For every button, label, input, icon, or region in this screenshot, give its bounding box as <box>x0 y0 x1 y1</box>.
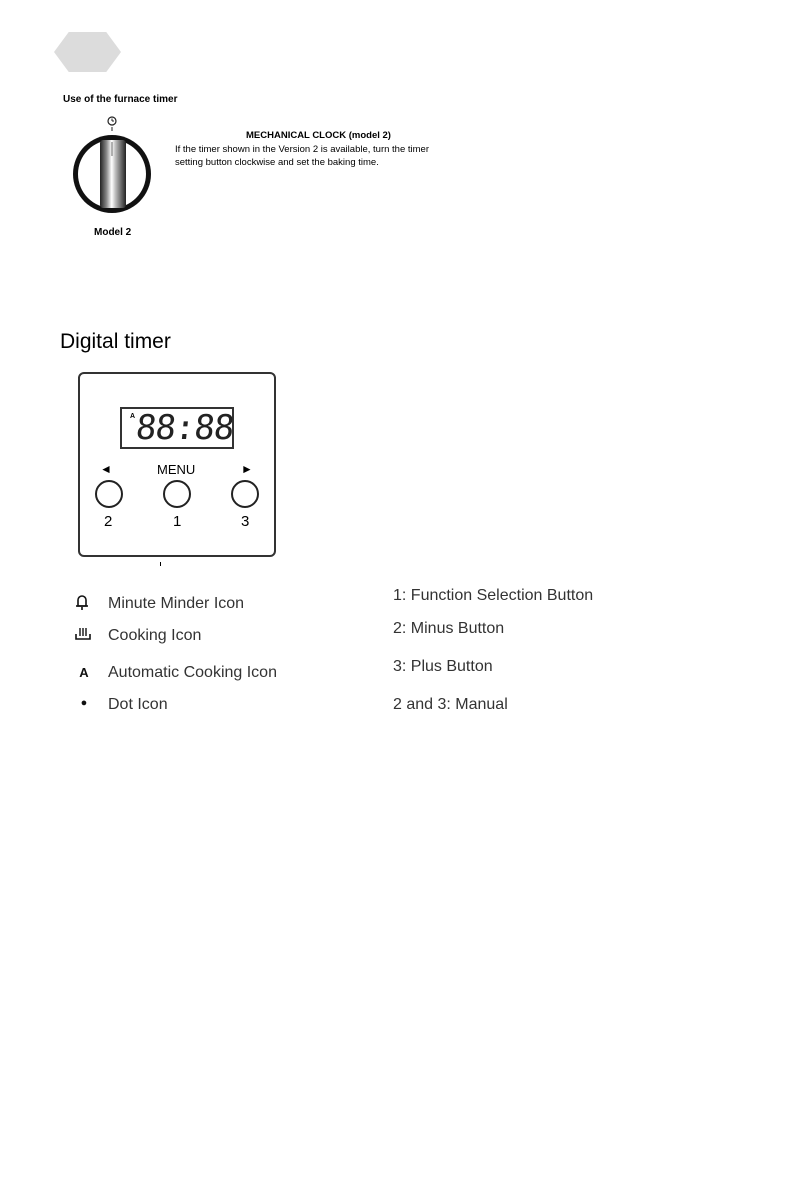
timer-knob-illustration <box>68 112 156 218</box>
right-arrow-icon: ► <box>241 462 253 476</box>
automatic-icon: A <box>79 665 89 680</box>
menu-label: MENU <box>157 462 196 477</box>
minus-button[interactable] <box>95 480 123 508</box>
lcd-auto-indicator: A <box>130 413 136 420</box>
legend-dot: Dot Icon <box>108 696 168 713</box>
legend-button-manual: 2 and 3: Manual <box>393 696 508 713</box>
model-label: Model 2 <box>94 227 132 238</box>
menu-button[interactable] <box>163 480 191 508</box>
mechanical-clock-text: If the timer shown in the Version 2 is available, turn the timer setting button clockwise and set the baking time. <box>175 144 429 168</box>
legend-automatic-cooking: Automatic Cooking Icon <box>108 664 277 681</box>
button-number-1: 1 <box>173 513 182 530</box>
section-badge <box>54 32 121 72</box>
button-number-2: 2 <box>104 513 113 530</box>
legend-minute-minder: Minute Minder Icon <box>108 595 245 612</box>
digital-timer-title: Digital timer <box>60 330 171 353</box>
button-number-3: 3 <box>241 513 250 530</box>
left-arrow-icon: ◄ <box>100 462 112 476</box>
dot-icon: ● <box>80 697 88 709</box>
mechanical-clock-title: MECHANICAL CLOCK (model 2) <box>246 130 391 141</box>
legend-cooking: Cooking Icon <box>108 627 202 644</box>
bell-icon <box>74 593 90 615</box>
legend-button-2: 2: Minus Button <box>393 620 505 637</box>
clock-icon <box>108 117 116 131</box>
lcd-digits: 88:88 <box>133 408 236 448</box>
cooking-icon <box>74 626 90 646</box>
furnace-timer-title: Use of the furnace timer <box>63 94 178 105</box>
legend-button-1: 1: Function Selection Button <box>393 587 594 604</box>
tick-mark <box>160 562 161 566</box>
plus-button[interactable] <box>231 480 259 508</box>
legend-button-3: 3: Plus Button <box>393 658 493 675</box>
